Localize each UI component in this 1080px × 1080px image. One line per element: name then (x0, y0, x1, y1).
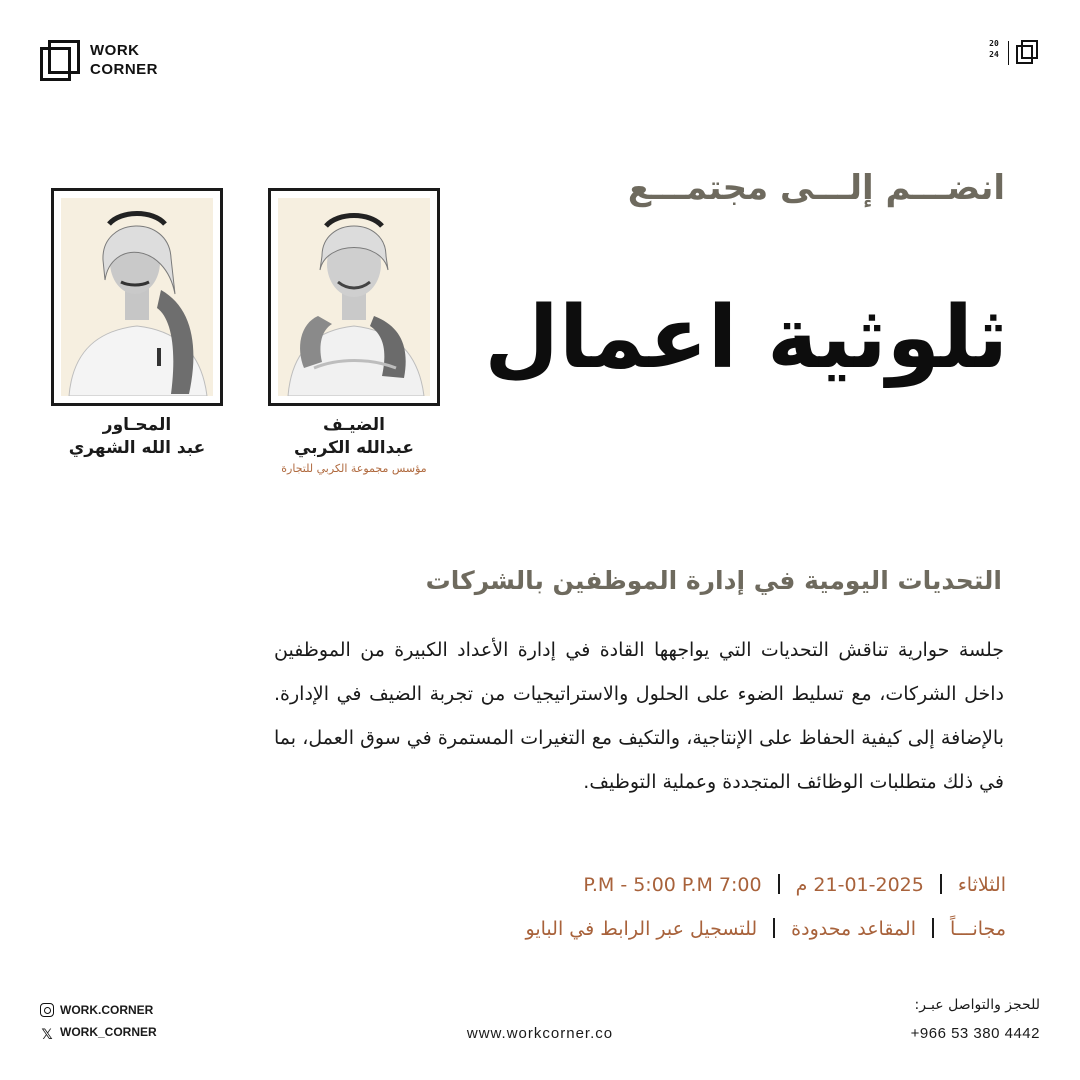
moderator-caption (45, 414, 229, 460)
instagram-icon (40, 1003, 54, 1017)
guest-role: الضيـف (323, 415, 385, 435)
x-text: WORK_CORNER (60, 1025, 157, 1039)
event-price: مجانـــاً (949, 918, 1006, 940)
logo-line-1: WORK (90, 42, 140, 59)
guest-photo (278, 198, 430, 396)
intro-text: انضـــم إلـــى مجتمـــع (627, 168, 1005, 208)
contact-label: للحجز والتواصل عبـر: (914, 997, 1040, 1013)
brand-mark-icon (1016, 40, 1040, 64)
x-handle[interactable] (40, 1025, 157, 1042)
guest-photo-frame (268, 188, 440, 406)
moderator-portrait-illustration (61, 198, 213, 396)
divider (773, 918, 775, 938)
year-text (986, 40, 1002, 59)
divider (778, 874, 780, 894)
moderator-role: المحـاور (102, 415, 172, 435)
divider (940, 874, 942, 894)
instagram-text: WORK.CORNER (60, 1003, 154, 1017)
guest-title: مؤسس مجموعة الكربي للتجارة (281, 462, 427, 475)
event-details (306, 918, 1006, 940)
website-link[interactable]: www.workcorner.co (466, 1025, 614, 1042)
year-top: 20 (989, 39, 999, 48)
session-topic: التحديات اليومية في إدارة الموظفين بالشركات (425, 566, 1002, 595)
year-badge (986, 40, 1046, 68)
brand-logo (40, 40, 200, 84)
logo-mark-icon (40, 40, 82, 82)
event-headline: ثلوثية اعمال (484, 288, 1008, 388)
moderator-photo (61, 198, 213, 396)
instagram-handle[interactable] (40, 1003, 153, 1017)
guest-portrait-illustration (278, 198, 430, 396)
divider (932, 918, 934, 938)
event-date: 2025-01-21 م (795, 874, 924, 896)
logo-line-2: CORNER (90, 61, 159, 78)
phone-number[interactable]: +966 53 380 4442 (910, 1025, 1040, 1042)
logo-text (90, 41, 158, 79)
session-description: جلسة حوارية تناقش التحديات التي يواجهها القادة في إدارة الأعداد الكبيرة من الموظفين داخل الشركات، مع تسليط الضوء على الحلول والاستراتيجيات من تجربة الضيف في الإدارة. بالإضافة إلى كيفية الحفاظ على الإنتاجية، والتكيف مع التغيرات المستمرة في سوق العمل، بما في ذلك متطلبات الوظائف المتجددة وعملية التوظيف. (274, 639, 1004, 793)
guest-name: عبدالله الكربي (293, 438, 414, 458)
guest-caption (262, 414, 446, 478)
event-time: 7:00 P.M - 5:00 P.M (583, 874, 762, 896)
moderator-name: عبد الله الشهري (68, 438, 206, 458)
event-seats: المقاعد محدودة (791, 918, 916, 940)
year-divider (1008, 41, 1009, 65)
x-icon: 𝕏 (41, 1027, 53, 1043)
year-bottom: 24 (989, 50, 999, 59)
moderator-photo-frame (51, 188, 223, 406)
event-register: للتسجيل عبر الرابط في البايو (525, 918, 758, 940)
event-day: الثلاثاء (957, 874, 1006, 896)
event-schedule (306, 874, 1006, 896)
